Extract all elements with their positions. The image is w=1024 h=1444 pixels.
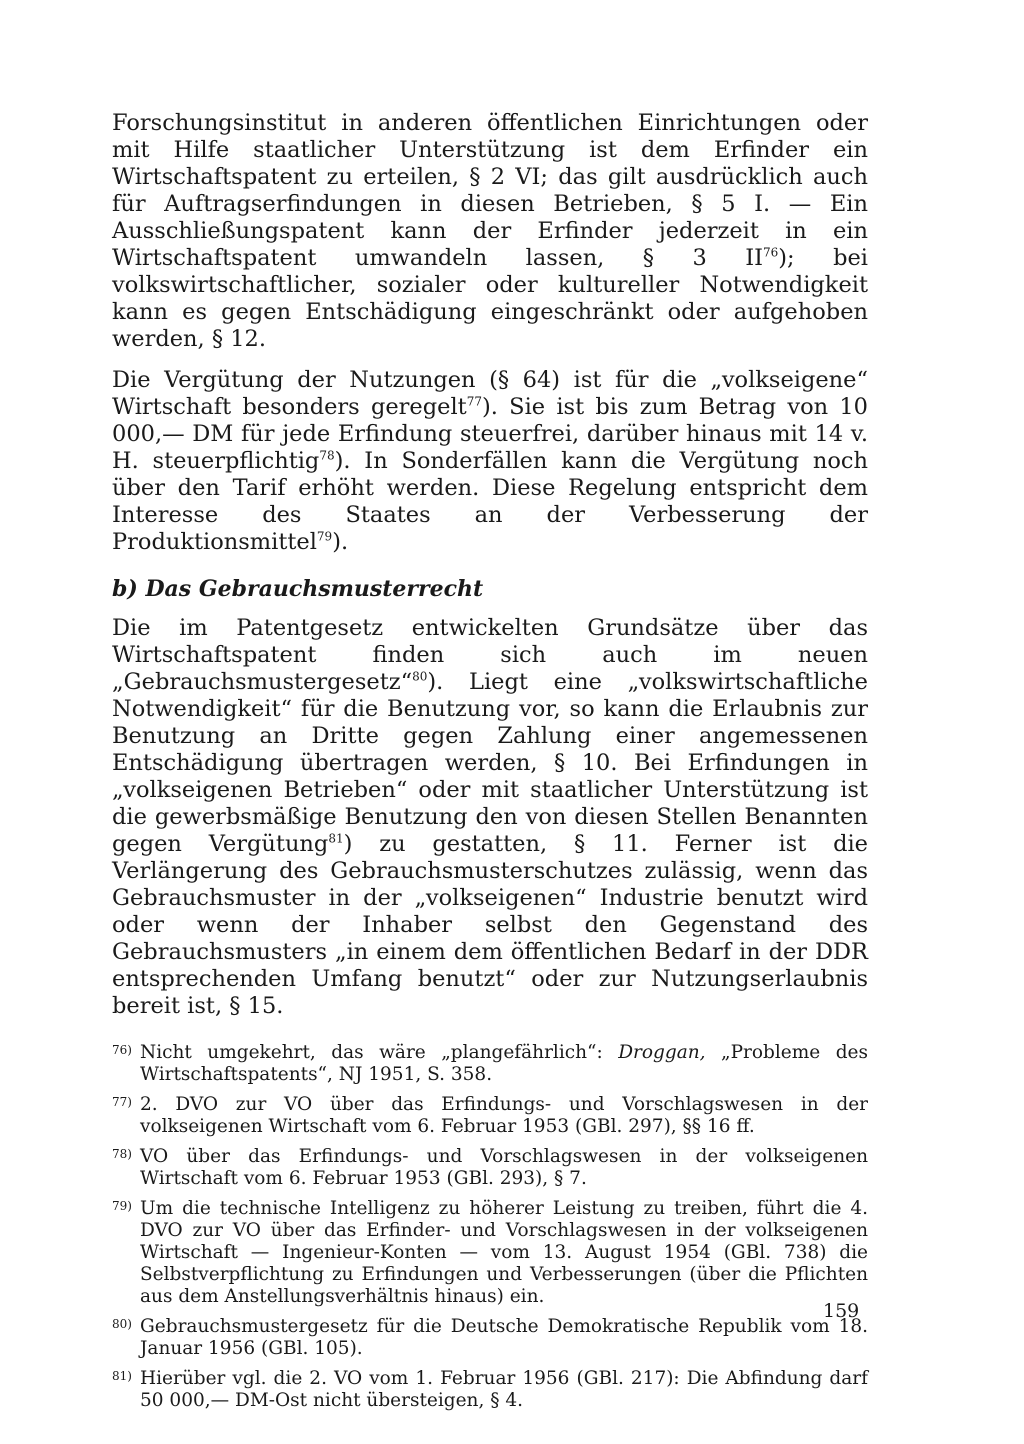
footnote-text: 2. DVO zur VO über das Erfindungs- und Vorschlagswesen in der volkseigenen Wirtschaft vom 6. Februar 1953 (GBl. 297), §§ 16 ff.: [140, 1094, 868, 1137]
paragraph-2-text-a: Die Vergütung der Nutzungen (§ 64) ist für die „volkseigene“ Wirtschaft besonders geregelt: [112, 367, 868, 420]
paragraph-2: [112, 367, 868, 556]
footnote-number: 80): [112, 1317, 132, 1331]
paragraph-3-text-c: ) zu gestatten, § 11. Ferner ist die Verlängerung des Gebrauchsmusterschutzes zulässig, wenn das Gebrauchsmuster in der „volkseigenen“ Industrie benutzt wird oder wenn der Inhaber selbst den Gegenstand des Gebrauchsmusters „in einem dem öffentlichen Bedarf in der DDR entsprechenden Umfang benutzt“ oder zur Nutzungserlaubnis bereit ist, § 15.: [112, 831, 868, 1019]
footnote-ref-77: 77: [466, 394, 482, 409]
section-heading: b) Das Gebrauchsmusterrecht: [112, 576, 484, 602]
paragraph-1: [112, 110, 868, 353]
paragraph-2-text-d: ).: [332, 529, 349, 555]
footnote-number: 77): [112, 1095, 132, 1109]
footnote: [112, 1094, 868, 1138]
footnote: [112, 1316, 868, 1360]
footnote-text-pre: Nicht umgekehrt, das wäre „plangefährlich“:: [140, 1042, 619, 1063]
footnote: [112, 1368, 868, 1412]
footnote-text-post: „Probleme des Wirtschaftspatents“, NJ 1951, S. 358.: [140, 1042, 868, 1085]
footnote-text: Gebrauchsmustergesetz für die Deutsche Demokratische Republik vom 18. Januar 1956 (GBl. 105).: [140, 1316, 868, 1359]
footnote: [112, 1198, 868, 1308]
paragraph-2-text-c: ). In Sonderfällen kann die Vergütung noch über den Tarif erhöht werden. Diese Regelung entspricht dem Interesse des Staates an der Verbesserung der Produktionsmittel: [112, 448, 868, 555]
footnote-ref-79: 79: [316, 529, 333, 544]
page-number: 159: [823, 1300, 860, 1322]
footnote-ref-76: 76: [763, 245, 779, 260]
footnote-text: Um die technische Intelligenz zu höherer Leistung zu treiben, führt die 4. DVO zur VO über das Erfinder- und Vorschlagswesen in der volkseigenen Wirtschaft — Ingenieur-Konten — vom 13. August 1954 (GBl. 738) die Selbstverpflichtung zu Erfindungen und Verbesserungen (über die Pflichten aus dem Anstellungsverhältnis hinaus) ein.: [140, 1198, 868, 1307]
footnote-number: 78): [112, 1147, 132, 1161]
footnote-ref-80: 80: [412, 669, 428, 684]
footnote-text: VO über das Erfindungs- und Vorschlagswesen in der volkseigenen Wirtschaft vom 6. Februar 1953 (GBl. 293), § 7.: [140, 1146, 868, 1189]
footnotes: [112, 1042, 868, 1412]
paragraph-2-text-b: ). Sie ist bis zum Betrag von 10 000,— DM für jede Erfindung steuerfrei, darüber hinaus mit 14 v. H. steuerpflichtig: [112, 394, 868, 474]
paragraph-3-text-a: Die im Patentgesetz entwickelten Grundsätze über das Wirtschaftspatent finden sich auch im neuen „Gebrauchsmustergesetz“: [112, 615, 868, 695]
footnote: [112, 1146, 868, 1190]
paragraph-3: [112, 615, 868, 1020]
footnote-author: Droggan,: [618, 1042, 706, 1063]
footnote-ref-78: 78: [319, 448, 335, 463]
footnote-number: 76): [112, 1043, 132, 1057]
footnote-text: [140, 1042, 868, 1086]
paragraph-1-text: Forschungsinstitut in anderen öffentlichen Einrichtungen oder mit Hilfe staatlicher Unterstützung ist dem Erfinder ein Wirtschaftspatent zu erteilen, § 2 VI; das gilt ausdrücklich auch für Auftragserfindungen in diesen Betrieben, § 5 I. — Ein Ausschließungspatent kann der Erfinder jederzeit in ein Wirtschaftspatent umwandeln lassen, § 3 II: [112, 110, 868, 271]
footnote-text: Hierüber vgl. die 2. VO vom 1. Februar 1956 (GBl. 217): Die Abfindung darf 50 000,— DM-Ost nicht übersteigen, § 4.: [140, 1368, 868, 1411]
page-body: [112, 110, 868, 1420]
paragraph-3-text-b: ). Liegt eine „volkswirtschaftliche Notwendigkeit“ für die Benutzung vor, so kann die Erlaubnis zur Benutzung an Dritte gegen Zahlung einer angemessenen Entschädigung übertragen werden, § 10. Bei Erfindungen in „volkseigenen Betrieben“ oder mit staatlicher Unterstützung ist die gewerbsmäßige Benutzung den von diesen Stellen Benannten gegen Vergütung: [112, 669, 868, 857]
footnote: [112, 1042, 868, 1086]
paragraph-1-tail: ); bei volkswirtschaftlicher, sozialer oder kultureller Notwendigkeit kann es gegen Entschädigung eingeschränkt oder aufgehoben werden, § 12.: [112, 245, 868, 352]
footnote-ref-81: 81: [328, 831, 344, 846]
footnote-number: 79): [112, 1199, 132, 1213]
footnote-number: 81): [112, 1369, 132, 1383]
